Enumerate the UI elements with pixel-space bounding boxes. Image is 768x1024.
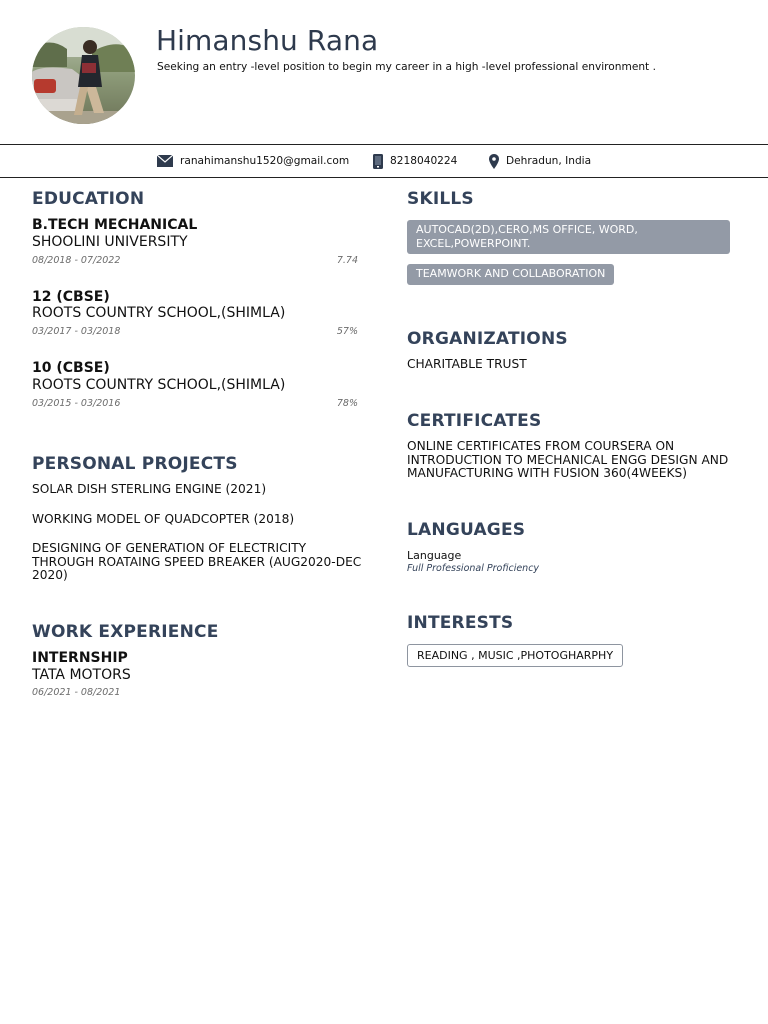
education-score: 7.74: [336, 255, 358, 266]
project-item: WORKING MODEL OF QUADCOPTER (2018): [32, 512, 295, 526]
work-company: TATA MOTORS: [32, 667, 131, 683]
work-experience-title: WORK EXPERIENCE: [32, 622, 219, 642]
education-school: ROOTS COUNTRY SCHOOL,(SHIMLA): [32, 305, 286, 321]
education-school: SHOOLINI UNIVERSITY: [32, 234, 188, 250]
language-proficiency: Full Professional Proficiency: [407, 563, 540, 574]
education-title: EDUCATION: [32, 189, 145, 209]
organization-item: CHARITABLE TRUST: [407, 357, 527, 371]
education-degree: 12 (CBSE): [32, 289, 110, 305]
skills-title: SKILLS: [407, 189, 474, 209]
phone-text[interactable]: 8218040224: [390, 155, 458, 167]
projects-title: PERSONAL PROJECTS: [32, 454, 238, 474]
interests-title: INTERESTS: [407, 613, 514, 633]
certificates-title: CERTIFICATES: [407, 411, 542, 431]
person-name: Himanshu Rana: [156, 24, 379, 57]
education-school: ROOTS COUNTRY SCHOOL,(SHIMLA): [32, 377, 286, 393]
contact-location: [489, 145, 591, 177]
work-dates: 06/2021 - 08/2021: [32, 687, 121, 698]
contact-bar: [0, 144, 768, 178]
organizations-title: ORGANIZATIONS: [407, 329, 568, 349]
resume-header: [0, 0, 768, 144]
contact-email[interactable]: [157, 145, 349, 177]
profile-photo-image: [32, 27, 135, 124]
certificate-item: ONLINE CERTIFICATES FROM COURSERA ON INTRODUCTION TO MECHANICAL ENGG DESIGN AND MANUFACTURING WITH FUSION 360(4WEEKS): [407, 439, 729, 480]
project-item: SOLAR DISH STERLING ENGINE (2021): [32, 482, 267, 496]
education-score: 78%: [336, 398, 358, 409]
email-text[interactable]: ranahimanshu1520@gmail.com: [180, 155, 350, 167]
education-dates: 08/2018 - 07/2022: [32, 255, 121, 266]
project-item: DESIGNING OF GENERATION OF ELECTRICITY THROUGH ROATAING SPEED BREAKER (AUG2020-DEC 2020): [32, 541, 362, 582]
mobile-phone-icon: [373, 154, 383, 169]
interest-tag: READING , MUSIC ,PHOTOGHARPHY: [407, 644, 623, 667]
work-role: INTERNSHIP: [32, 650, 128, 666]
map-pin-icon: [489, 154, 499, 169]
career-summary: Seeking an entry -level position to begin my career in a high -level professional environment .: [157, 61, 656, 73]
education-dates: 03/2017 - 03/2018: [32, 326, 121, 337]
language-name: Language: [407, 549, 462, 562]
education-dates: 03/2015 - 03/2016: [32, 398, 121, 409]
education-degree: 10 (CBSE): [32, 360, 110, 376]
education-degree: B.TECH MECHANICAL: [32, 217, 198, 233]
location-text: Dehradun, India: [506, 155, 592, 167]
languages-title: LANGUAGES: [407, 520, 526, 540]
education-score: 57%: [336, 326, 358, 337]
profile-photo: [32, 27, 135, 124]
skill-tag: AUTOCAD(2D),CERO,MS OFFICE, WORD, EXCEL,POWERPOINT.: [407, 220, 730, 254]
envelope-icon: [157, 155, 173, 167]
skill-tag: TEAMWORK AND COLLABORATION: [407, 264, 614, 285]
contact-phone[interactable]: [373, 145, 457, 177]
